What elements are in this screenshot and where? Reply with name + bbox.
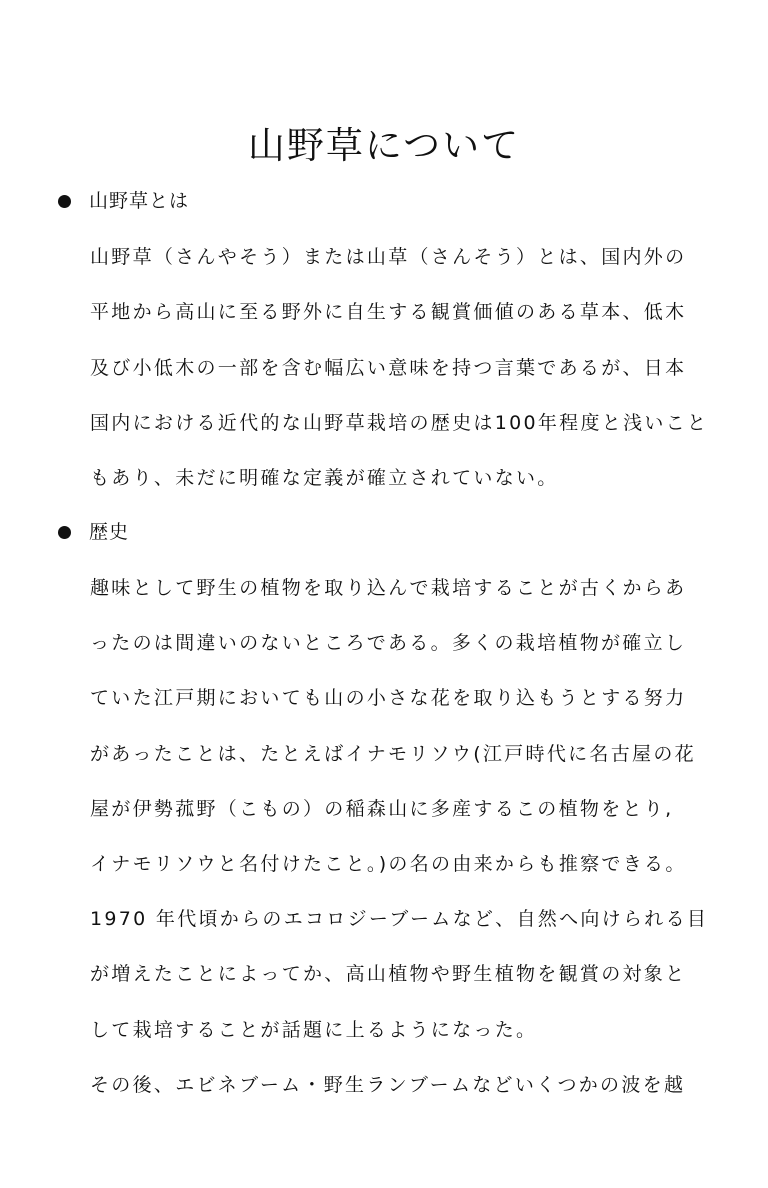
- paragraph-line: ったのは間違いのないところである。多くの栽培植物が確立し: [90, 632, 687, 654]
- paragraph-line: が増えたことによってか、高山植物や野生植物を観賞の対象と: [90, 963, 687, 985]
- paragraph-line: その後、エビネブーム・野生ランブームなどいくつかの波を越: [90, 1074, 686, 1096]
- paragraph-line: 屋が伊勢菰野（こもの）の稲森山に多産するこの植物をとり,: [90, 798, 674, 820]
- bullet-icon: [58, 195, 71, 208]
- section-heading-label: 山野草とは: [89, 190, 190, 212]
- paragraph-line: があったことは、たとえばイナモリソウ(江戸時代に名古屋の花: [90, 743, 696, 765]
- section-heading-rekishi: [58, 516, 129, 548]
- paragraph-line: 趣味として野生の植物を取り込んで栽培することが古くからあ: [90, 577, 687, 599]
- paragraph-line: 1970 年代頃からのエコロジーブームなど、自然へ向けられる目: [90, 908, 709, 930]
- paragraph-line: もあり、未だに明確な定義が確立されていない。: [90, 467, 559, 489]
- section-heading-label: 歴史: [89, 521, 130, 543]
- section-heading-yasousou-towa: [58, 185, 189, 217]
- bullet-icon: [58, 526, 71, 539]
- page-title: 山野草について: [247, 124, 521, 167]
- paragraph-line: して栽培することが話題に上るようになった。: [90, 1019, 538, 1041]
- paragraph-line: 平地から高山に至る野外に自生する観賞価値のある草本、低木: [90, 301, 687, 323]
- paragraph-line: 及び小低木の一部を含む幅広い意味を持つ言葉であるが、日本: [90, 357, 687, 379]
- paragraph-line: 国内における近代的な山野草栽培の歴史は100年程度と浅いこと: [90, 412, 709, 434]
- paragraph-line: ていた江戸期においても山の小さな花を取り込もうとする努力: [90, 687, 687, 709]
- paragraph-line: イナモリソウと名付けたこと。)の名の由来からも推察できる。: [90, 853, 687, 875]
- paragraph-line: 山野草（さんやそう）または山草（さんそう）とは、国内外の: [90, 246, 687, 268]
